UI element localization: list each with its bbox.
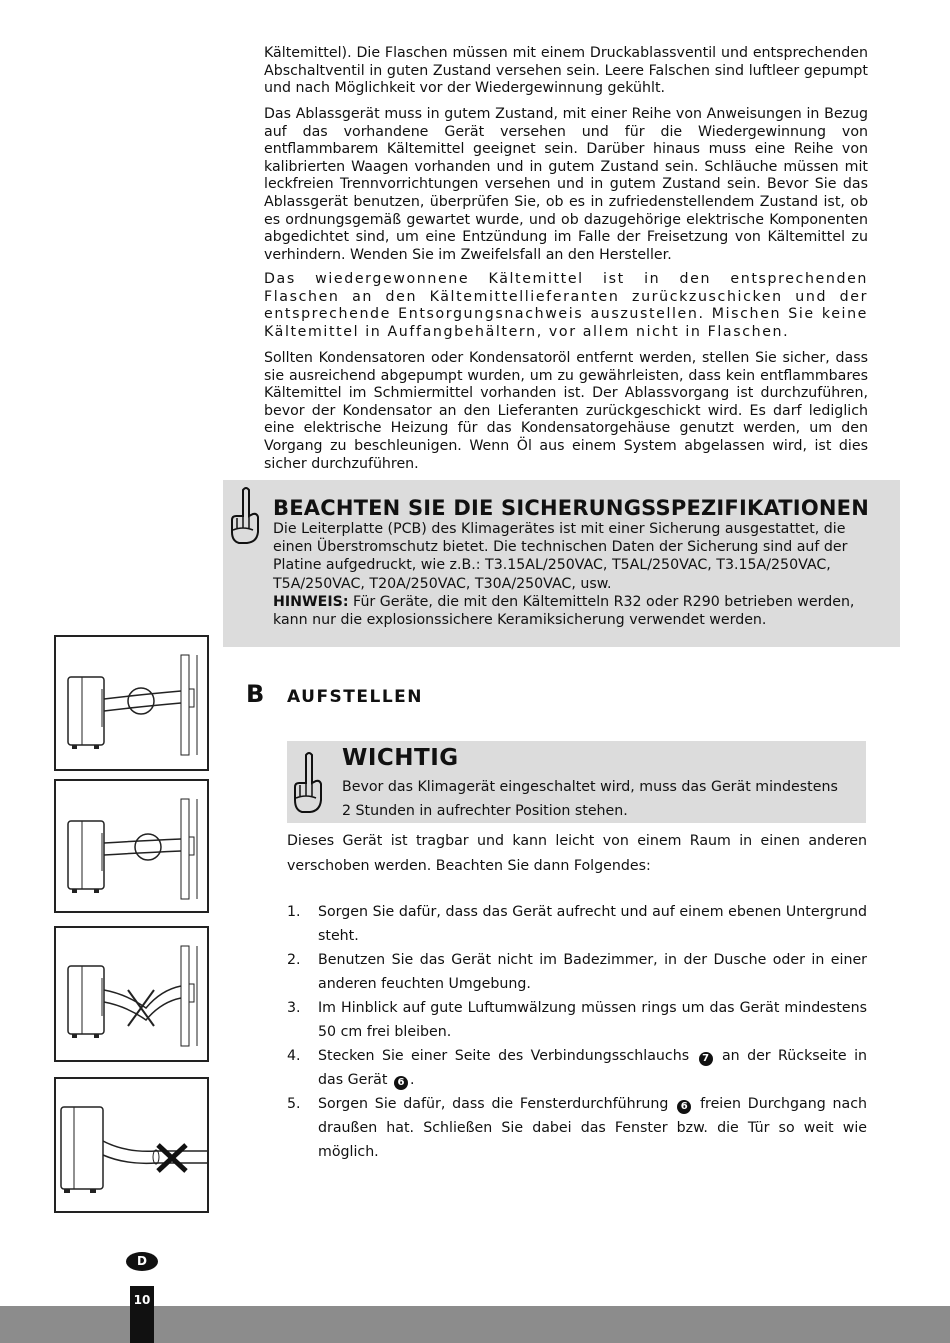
paragraph-recovered-refrigerant: Das wiedergewonnene Kältemittel ist in den entsprechenden Flaschen an den Kältemittellieferanten zurückzuschicken und der entsprechende Entsorgungsnachweis auszustellen. Mischen Sie keine Kältemittel in Auffangbehältern, vor allem nicht in Flaschen.	[264, 271, 868, 340]
page-number: 10	[133, 1293, 151, 1307]
step-text: freien Durchgang nach draußen hat. Schließen Sie dabei das Fenster bzw. die Tür so weit wie möglich.	[318, 1096, 868, 1160]
illustration-hose-correct-2	[54, 779, 209, 913]
step-text: Sorgen Sie dafür, dass die Fensterdurchführung	[318, 1096, 676, 1112]
fuse-note-box	[223, 480, 900, 647]
important-title: WICHTIG	[342, 745, 459, 771]
step-text: .	[409, 1072, 415, 1088]
step-number: 5.	[287, 1096, 301, 1112]
step-text: Stecken Sie einer Seite des Verbindungsschlauchs	[318, 1048, 697, 1064]
setup-steps-list	[287, 900, 867, 1164]
hose-illustration	[56, 1079, 207, 1211]
paragraph-recovery-device: Das Ablassgerät muss in gutem Zustand, mit einer Reihe von Anweisungen in Bezug auf das vorhandene Gerät versehen und für die Wiedergewinnung von entflammbarem Kältemittel geeignet sein. Darüber hinaus muss eine Reihe von kalibrierten Waagen vorhanden und in gutem Zustand sein. Schläuche müssen mit leckfreien Trennvorrichtungen versehen und in gutem Zustand sein. Bevor Sie das Ablassgerät benutzen, überprüfen Sie, ob es in zufriedenstellendem Zustand ist, ob es ordnungsgemäß gewartet wurde, und ob dazugehörige elektrische Komponenten abgedichtet sind, um eine Entzündung im Falle der Freisetzung von Kältemittel zu verhindern. Wenden Sie im Zweifelsfall an den Hersteller.	[264, 106, 868, 263]
section-letter: B	[246, 680, 265, 708]
reference-badge: 7	[699, 1052, 713, 1066]
pointing-hand-icon	[229, 486, 263, 546]
list-item	[287, 900, 867, 948]
list-item	[287, 948, 867, 996]
step-text: Benutzen Sie das Gerät nicht im Badezimmer, in der Dusche oder in einer anderen feuchten Umgebung.	[318, 952, 867, 992]
step-number: 1.	[287, 904, 301, 920]
hose-illustration	[56, 928, 207, 1060]
paragraph-condensers: Sollten Kondensatoren oder Kondensatoröl entfernt werden, stellen Sie sicher, dass sie ausreichend abgepumpt wurden, um zu gewährleisten, dass kein entflammbares Kältemittel im Schmiermittel vorhanden ist. Der Ablassvorgang ist durchzuführen, bevor der Kondensator an den Lieferanten zurückgeschickt wird. Es darf lediglich eine elektrische Heizung für das Kondensatorgehäuse genutzt werden, um den Vorgang zu beschleunigen. Wenn Öl aus einem System abgelassen wird, ist dies sicher durchzuführen.	[264, 350, 868, 472]
reference-badge: 6	[394, 1076, 408, 1090]
list-item	[287, 1044, 867, 1092]
step-text: Sorgen Sie dafür, dass das Gerät aufrecht und auf einem ebenen Untergrund steht.	[318, 904, 867, 944]
section-title: AUFSTELLEN	[287, 687, 424, 707]
intro-text: Dieses Gerät ist tragbar und kann leicht von einem Raum in einen anderen verschoben werden. Beachten Sie dann Folgendes:	[287, 833, 867, 874]
paragraph-cylinders: Kältemittel). Die Flaschen müssen mit einem Druckablassventil und entsprechenden Abschaltventil in guten Zustand versehen sein. Leere Falschen sind luftleer gepumpt und nach Möglichkeit vor der Wiedergewinnung gekühlt.	[264, 45, 868, 97]
step-text: an der Rückseite in das Gerät	[318, 1048, 867, 1088]
hose-illustration	[56, 781, 207, 911]
language-badge: D	[126, 1252, 158, 1271]
fuse-note-title: BEACHTEN SIE DIE SICHERUNGSSPEZIFIKATIONEN	[273, 496, 869, 520]
step-number: 2.	[287, 952, 301, 968]
fuse-note-text: Die Leiterplatte (PCB) des Klimagerätes ist mit einer Sicherung ausgestattet, die einen Überstromschutz bietet. Die technischen Daten der Sicherung sind auf der Platine aufgedruckt, wie z.B.: T3.15AL/250VAC, T5AL/250VAC, T3.15A/250VAC, T5A/250VAC, T20A/250VAC, T30A/250VAC, usw.	[273, 521, 848, 592]
list-item	[287, 996, 867, 1044]
pointing-hand-icon	[292, 751, 326, 815]
step-number: 4.	[287, 1048, 301, 1064]
illustration-hose-wrong-1	[54, 926, 209, 1062]
step-number: 3.	[287, 1000, 301, 1016]
step-text: Im Hinblick auf gute Luftumwälzung müssen rings um das Gerät mindestens 50 cm frei bleiben.	[318, 1000, 867, 1040]
fuse-note-body	[273, 520, 888, 629]
hint-label: HINWEIS:	[273, 593, 349, 610]
important-body: Bevor das Klimagerät eingeschaltet wird, muss das Gerät mindestens 2 Stunden in aufrechter Position stehen.	[342, 779, 838, 819]
hose-illustration	[56, 637, 207, 769]
important-box	[287, 741, 866, 823]
reference-badge: 6	[677, 1100, 691, 1114]
hint-text: Für Geräte, die mit den Kältemitteln R32 oder R290 betrieben werden, kann nur die explosionssichere Keramiksicherung verwendet werden.	[273, 593, 855, 629]
illustration-hose-wrong-2	[54, 1077, 209, 1213]
list-item	[287, 1092, 867, 1164]
illustration-hose-correct-1	[54, 635, 209, 771]
